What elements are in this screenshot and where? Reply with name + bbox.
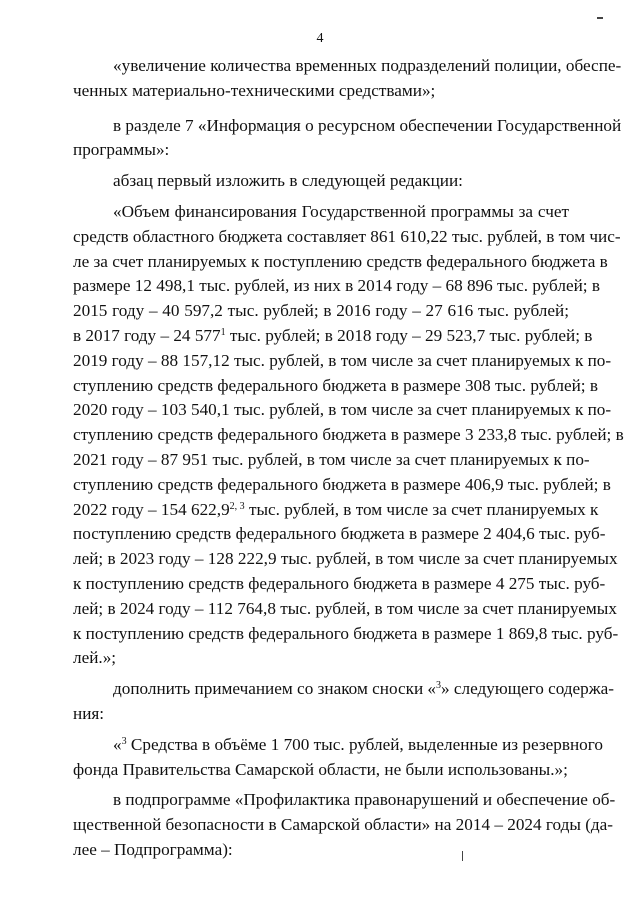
footnote-mark: 3 xyxy=(121,735,127,747)
text-line xyxy=(73,677,615,702)
text-line: «увеличение количества временных подразделений полиции, обеспе- xyxy=(113,56,622,75)
text-run: тыс. рублей; в 2018 году – 29 523,7 тыс. рублей; в xyxy=(225,325,593,345)
text-line: к поступлению средств федерального бюджета в размере 1 869,8 тыс. руб- xyxy=(73,623,619,643)
text-line: к поступлению средств федерального бюджета в размере 4 275 тыс. руб- xyxy=(73,573,606,593)
text-line: средств областного бюджета составляет 861 610,22 тыс. рублей, в том чис- xyxy=(73,226,621,246)
text-line: ле за счет планируемых к поступлению средств федерального бюджета в xyxy=(73,251,608,271)
text-line: щественной безопасности в Самарской области» на 2014 – 2024 годы (да- xyxy=(73,815,614,835)
footnote-mark: 2, 3 xyxy=(229,500,245,512)
text-line: лее – Подпрограмма): xyxy=(73,839,233,859)
paragraph-1 xyxy=(73,54,622,104)
text-line: 2020 году – 103 540,1 тыс. рублей, в том числе за счет планируемых к по- xyxy=(73,400,612,420)
paragraph-7 xyxy=(73,788,616,862)
text-line: лей.»; xyxy=(73,648,117,668)
paragraph-5 xyxy=(73,677,615,727)
text-line: 2019 году – 88 157,12 тыс. рублей, в том числе за счет планируемых к по- xyxy=(73,350,612,370)
text-line: в разделе 7 «Информация о ресурсном обеспечении Государственной xyxy=(113,115,622,135)
text-line: «Объем финансирования Государственной программы за счет xyxy=(113,201,569,221)
text-line: размере 12 498,1 тыс. рублей, из них в 2014 году – 68 896 тыс. рублей; в xyxy=(73,276,600,296)
text-line: 2015 году – 40 597,2 тыс. рублей; в 2016 году – 27 616 тыс. рублей; xyxy=(73,301,569,321)
text-line: абзац первый изложить в следующей редакции: xyxy=(113,171,463,191)
text-run: » следующего содержа- xyxy=(441,679,615,699)
text-line xyxy=(73,324,593,349)
paragraph-2 xyxy=(73,114,622,164)
text-line: лей; в 2023 году – 128 222,9 тыс. рублей, в том числе за счет планируемых xyxy=(73,549,618,569)
text-line: лей; в 2024 году – 112 764,8 тыс. рублей, в том числе за счет планируемых xyxy=(73,598,617,618)
paragraph-3 xyxy=(73,169,569,194)
text-run: Средства в объёме 1 700 тыс. рублей, выделенные из резервного xyxy=(126,734,603,754)
footnote-mark: 1 xyxy=(220,326,226,338)
text-line: в подпрограмме «Профилактика правонарушений и обеспечение об- xyxy=(113,790,616,810)
paragraph-4 xyxy=(73,200,624,671)
scan-mark xyxy=(597,17,603,19)
text-line: ченных материально-техническими средствами»; xyxy=(73,80,436,100)
text-line: ступлению средств федерального бюджета в размере 3 233,8 тыс. рублей; в xyxy=(73,425,624,445)
footnote-mark: 3 xyxy=(436,680,442,692)
text-line: фонда Правительства Самарской области, не были использованы.»; xyxy=(73,759,568,779)
text-line: 2021 году – 87 951 тыс. рублей, в том числе за счет планируемых к по- xyxy=(73,449,590,469)
text-run: тыс. рублей, в том числе за счет планируемых к xyxy=(244,499,599,519)
text-line: ступлению средств федерального бюджета в размере 406,9 тыс. рублей; в xyxy=(73,474,611,494)
document-body xyxy=(73,54,624,863)
text-line: ступлению средств федерального бюджета в размере 308 тыс. рублей; в xyxy=(73,375,598,395)
paragraph-6 xyxy=(73,733,603,783)
page-number: 4 xyxy=(316,31,324,46)
text-run: « xyxy=(113,734,122,754)
text-line: поступлению средств федерального бюджета в размере 2 404,6 тыс. руб- xyxy=(73,524,606,544)
text-run: в 2017 году – 24 577 xyxy=(73,325,221,345)
text-run: дополнить примечанием со знаком сноски « xyxy=(113,679,437,699)
text-line: ния: xyxy=(73,703,105,723)
text-run: 2022 году – 154 622,9 xyxy=(73,499,230,519)
text-line xyxy=(73,733,603,758)
text-line xyxy=(73,498,599,523)
text-line: программы»: xyxy=(73,140,170,160)
